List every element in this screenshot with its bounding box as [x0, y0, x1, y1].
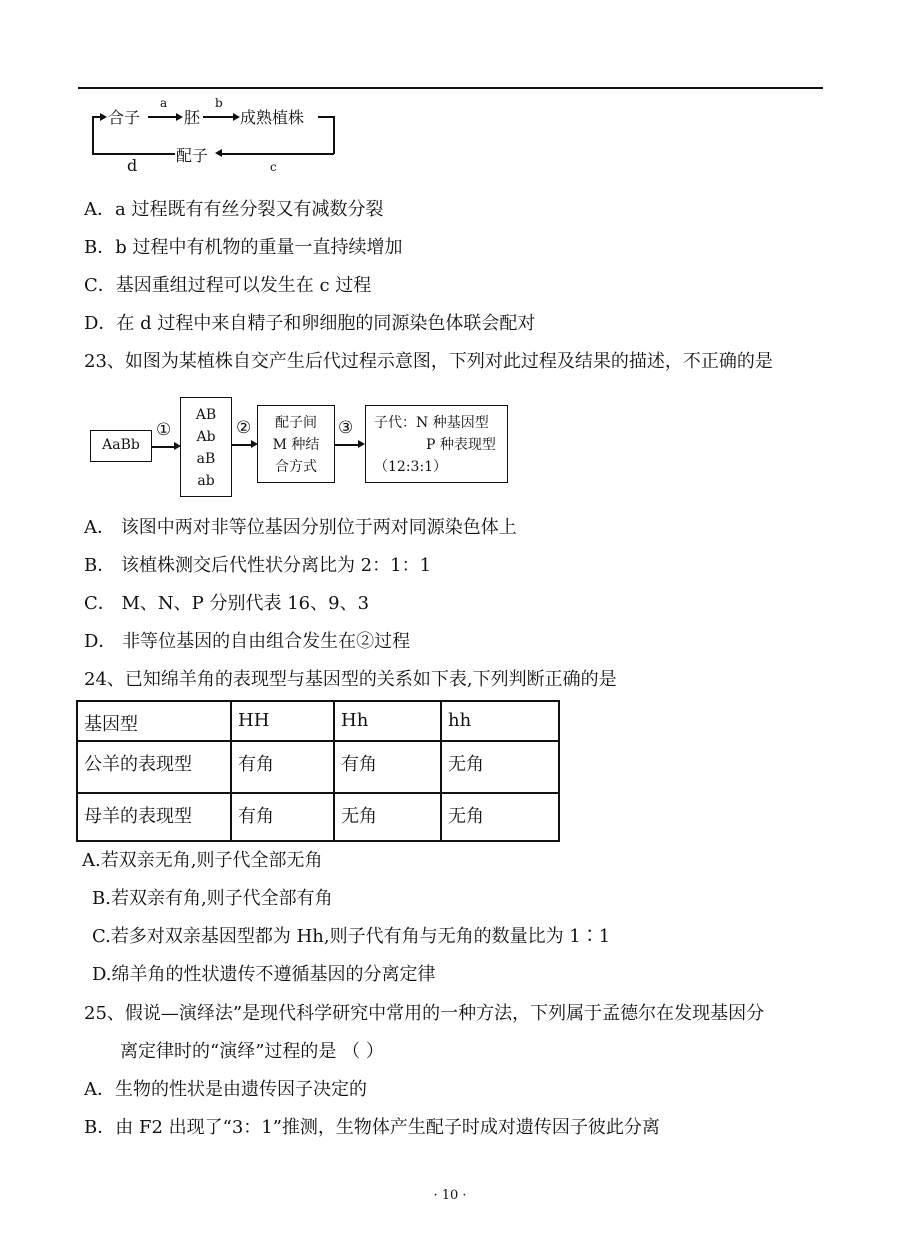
- gamete-combination-box: [257, 405, 335, 483]
- gamete-ab-lower: ab: [197, 473, 215, 489]
- page-number: · 10 ·: [433, 1188, 467, 1203]
- table-cell: 基因型: [77, 701, 231, 741]
- combination-line-3: 合方式: [275, 459, 317, 475]
- q22-option-c: C．基因重组过程可以发生在 c 过程: [84, 275, 372, 296]
- q24-option-c: C.若多对双亲基因型都为 Hh,则子代有角与无角的数量比为 1∶1: [92, 926, 611, 947]
- offspring-line-1: 子代：N 种基因型: [374, 415, 489, 431]
- arrow-b-icon: [233, 113, 240, 121]
- q23-stem: 23、如图为某植株自交产生后代过程示意图，下列对此过程及结果的描述，不正确的是: [84, 351, 773, 372]
- q23-option-d: D． 非等位基因的自由组合发生在②过程: [84, 631, 411, 652]
- step-2-label: ②: [236, 418, 252, 438]
- q25-stem-line-2: 离定律时的“演绎”过程的是 （ ）: [120, 1041, 384, 1062]
- offspring-ratio: （12:3:1）: [374, 459, 448, 475]
- table-cell: Hh: [334, 701, 441, 741]
- q22-option-b: B．b 过程中有机物的重量一直持续增加: [84, 237, 403, 258]
- q24-stem: 24、已知绵羊角的表现型与基因型的关系如下表,下列判断正确的是: [84, 669, 617, 690]
- table-cell: 无角: [441, 793, 559, 841]
- step-1-label: ①: [156, 420, 172, 440]
- q24-option-a: A.若双亲无角,则子代全部无角: [82, 850, 323, 871]
- arrow-step3-icon: [358, 440, 365, 448]
- combination-line-1: 配子间: [275, 415, 317, 431]
- table-row: [77, 701, 559, 741]
- table-cell: 有角: [231, 741, 334, 793]
- q22-option-a: A．a 过程既有有丝分裂又有减数分裂: [84, 199, 384, 220]
- offspring-box: [365, 405, 508, 483]
- q25-option-a: A．生物的性状是由遗传因子决定的: [84, 1079, 367, 1100]
- table-cell: 公羊的表现型: [77, 741, 231, 793]
- table-cell: 无角: [334, 793, 441, 841]
- combination-line-2: M 种结: [272, 437, 320, 453]
- table-cell: 无角: [441, 741, 559, 793]
- gamete-ab-upper: AB: [195, 407, 217, 423]
- mature-plant-label: 成熟植株: [240, 108, 305, 127]
- header-rule: [78, 87, 823, 89]
- q24-option-d: D.绵羊角的性状遗传不遵循基因的分离定律: [92, 964, 436, 985]
- q23-option-a: A． 该图中两对非等位基因分别位于两对同源染色体上: [84, 517, 517, 538]
- q25-stem-line-1: 25、假说—演绎法”是现代科学研究中常用的一种方法，下列属于孟德尔在发现基因分: [84, 1003, 765, 1024]
- process-d-label: d: [127, 156, 138, 175]
- table-cell: 有角: [334, 741, 441, 793]
- q24-option-b: B.若双亲有角,则子代全部有角: [92, 888, 333, 909]
- table-row: [77, 793, 559, 841]
- zygote-label: 合子: [108, 108, 141, 127]
- offspring-line-2: P 种表现型: [426, 437, 496, 453]
- q22-option-d: D．在 d 过程中来自精子和卵细胞的同源染色体联会配对: [84, 313, 536, 334]
- arrow-a-icon: [176, 113, 183, 121]
- q23-option-c: C． M、N、P 分别代表 16、9、3: [84, 593, 370, 614]
- gamete-ab-mixed: Ab: [196, 429, 216, 445]
- arrow-c-icon: [215, 149, 222, 157]
- process-b-label: b: [215, 96, 223, 110]
- table-row: [77, 741, 559, 793]
- table-cell: 有角: [231, 793, 334, 841]
- table-cell: 母羊的表现型: [77, 793, 231, 841]
- gamete-label: 配子: [176, 146, 209, 165]
- arrow-d-icon: [100, 113, 107, 121]
- q23-option-b: B． 该植株测交后代性状分离比为 2：1：1: [84, 555, 432, 576]
- embryo-label: 胚: [184, 108, 201, 127]
- table-cell: HH: [231, 701, 334, 741]
- process-a-label: a: [160, 96, 168, 110]
- step-3-label: ③: [338, 418, 354, 438]
- process-c-label: c: [270, 160, 277, 174]
- parent-genotype-box: AaBb: [90, 430, 152, 462]
- gamete-ab-lower-mixed: aB: [196, 451, 216, 467]
- table-cell: hh: [441, 701, 559, 741]
- gametes-box: [180, 397, 232, 497]
- genotype-phenotype-table: [76, 700, 560, 842]
- q25-option-b: B．由 F2 出现了“3：1”推测，生物体产生配子时成对遗传因子彼此分离: [84, 1117, 660, 1138]
